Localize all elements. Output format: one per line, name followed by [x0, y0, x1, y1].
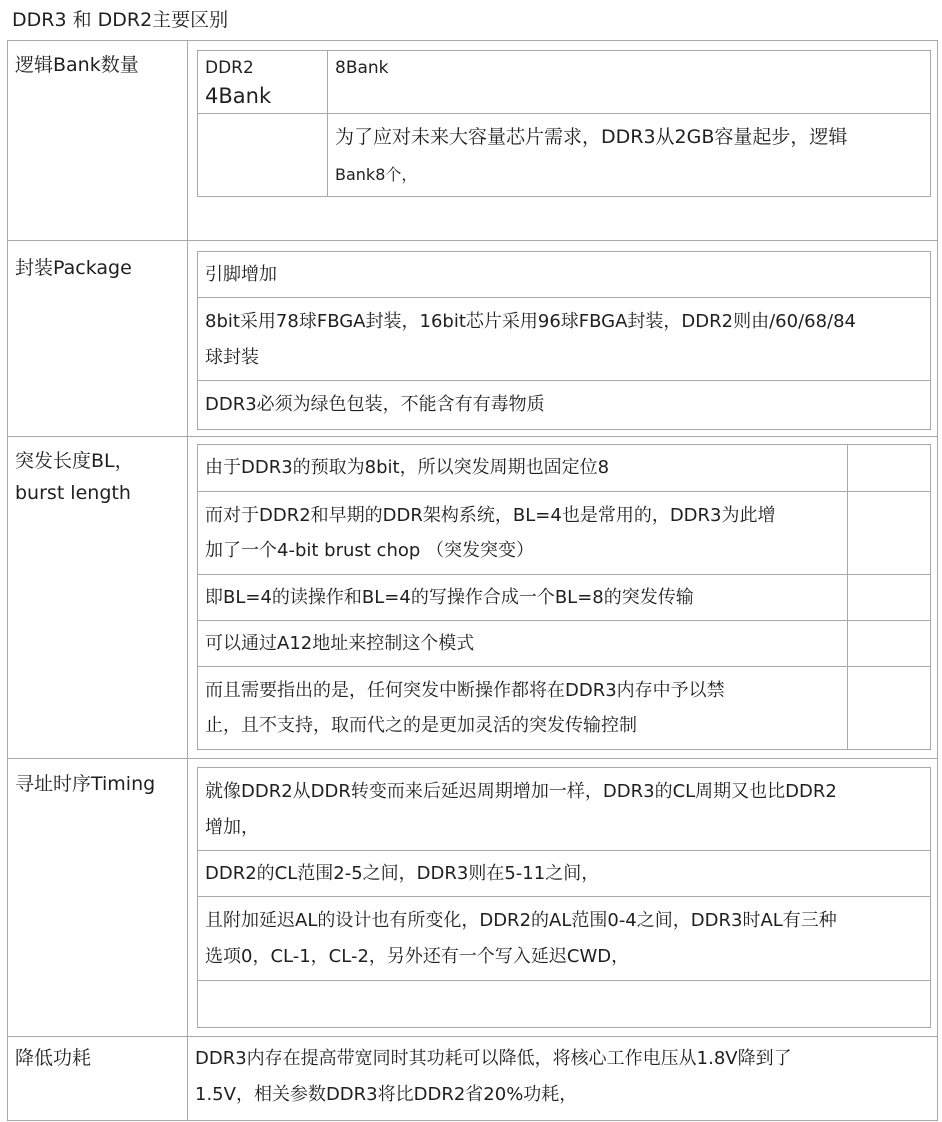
label-package: 封装Package	[15, 257, 132, 279]
package-row: 球封装	[205, 347, 259, 368]
section-divider	[7, 1036, 938, 1037]
column-divider	[187, 40, 188, 1121]
package-row: 8bit采用78球FBGA封装，16bit芯片采用96球FBGA封装，DDR2则由/60/68/84	[205, 311, 857, 332]
nested-row-divider	[197, 896, 931, 897]
nested-row-divider	[197, 491, 931, 492]
ddr2-bank-value: 4Bank	[205, 84, 272, 108]
nested-row-divider	[197, 620, 931, 621]
timing-row: 且附加延迟AL的设计也有所变化，DDR2的AL范围0-4之间，DDR3时AL有三种	[205, 910, 837, 931]
burst-row: 止，且不支持，取而代之的是更加灵活的突发传输控制	[205, 715, 637, 736]
document-title: DDR3 和 DDR2主要区别	[12, 9, 229, 31]
nested-col-divider	[327, 50, 328, 197]
power-line2: 1.5V，相关参数DDR3将比DDR2省20%功耗，	[195, 1084, 578, 1105]
nested-row-divider	[197, 380, 931, 381]
burst-row: 而对于DDR2和早期的DDR架构系统，BL=4也是常用的，DDR3为此增	[205, 505, 776, 526]
ddr3-bank-value: 8Bank	[335, 58, 389, 78]
burst-row: 即BL=4的读操作和BL=4的写操作合成一个BL=8的突发传输	[205, 587, 694, 608]
label-power: 降低功耗	[15, 1047, 92, 1069]
timing-row: DDR2的CL范围2-5之间，DDR3则在5-11之间，	[205, 863, 600, 884]
nested-row-divider	[197, 113, 931, 114]
section-divider	[7, 436, 938, 437]
nested-col-divider	[847, 444, 848, 750]
section-divider	[7, 240, 938, 241]
burst-row: 可以通过A12地址来控制这个模式	[205, 633, 475, 654]
burst-row: 加了一个4-bit brust chop （突发突变）	[205, 540, 535, 561]
timing-row: 增加，	[205, 817, 259, 838]
section-divider	[7, 758, 938, 759]
bank-note-line2: Bank8个，	[335, 165, 418, 184]
nested-row-divider	[197, 850, 931, 851]
label-bank-count: 逻辑Bank数量	[15, 54, 139, 76]
ddr2-label: DDR2	[205, 58, 254, 78]
timing-row: 就像DDR2从DDR转变而来后延迟周期增加一样，DDR3的CL周期又也比DDR2	[205, 781, 837, 802]
power-line1: DDR3内存在提高带宽同时其功耗可以降低，将核心工作电压从1.8V降到了	[195, 1048, 792, 1069]
burst-row: 由于DDR3的预取为8bit，所以突发周期也固定位8	[205, 457, 610, 478]
nested-row-divider	[197, 666, 931, 667]
timing-row: 选项0，CL-1，CL-2，另外还有一个写入延迟CWD，	[205, 946, 630, 967]
bank-note-line1: 为了应对未来大容量芯片需求，DDR3从2GB容量起步，逻辑	[335, 126, 848, 148]
nested-row-divider	[197, 297, 931, 298]
nested-row-divider	[197, 574, 931, 575]
package-row: 引脚增加	[205, 264, 277, 285]
label-timing: 寻址时序Timing	[15, 773, 156, 795]
label-burst-length-line2: burst length	[15, 482, 131, 504]
label-burst-length-line1: 突发长度BL，	[15, 450, 134, 472]
nested-row-divider	[197, 980, 931, 981]
burst-row: 而且需要指出的是，任何突发中断操作都将在DDR3内存中予以禁	[205, 680, 725, 701]
package-row: DDR3必须为绿色包装，不能含有有毒物质	[205, 394, 545, 415]
